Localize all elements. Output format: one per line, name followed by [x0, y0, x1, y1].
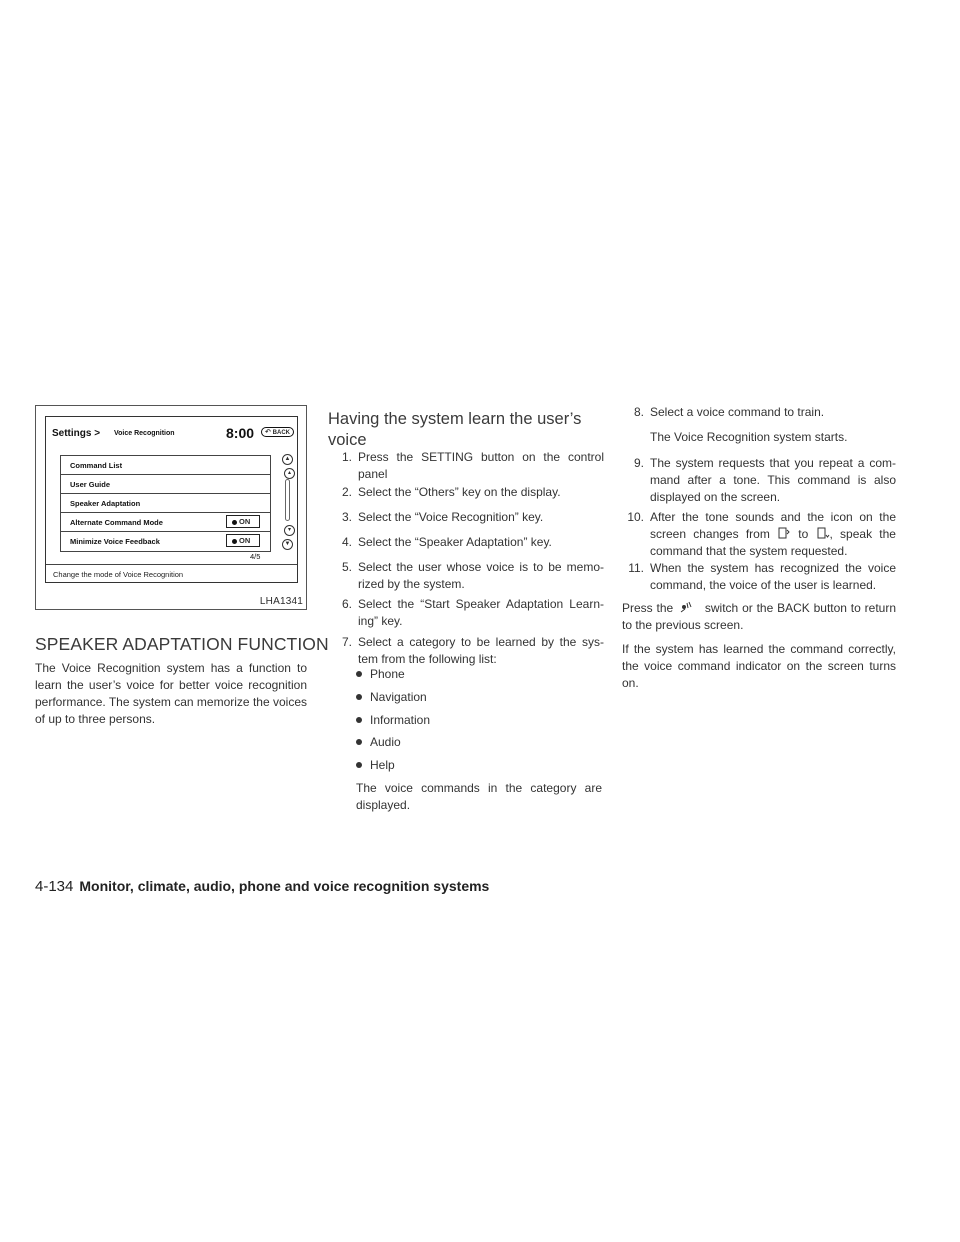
step-number: 5. — [341, 560, 352, 574]
step-text — [650, 509, 896, 560]
step-number: 11. — [628, 561, 644, 575]
step-number: 9. — [633, 456, 644, 470]
status-text: Change the mode of Voice Recognition — [53, 570, 184, 579]
toggle-label: ON — [239, 517, 251, 526]
scroll-bottom-icon[interactable]: ▼ — [282, 539, 293, 550]
step-number: 1. — [341, 450, 352, 464]
category-item — [356, 712, 430, 729]
display-screen — [45, 416, 298, 583]
step-text: The system requests that you repeat a com-mand after a tone. This command is also displayed on the screen. — [650, 456, 896, 504]
alternate-command-toggle[interactable] — [226, 515, 260, 528]
step-text-part: After the tone sounds and the icon on the screen changes from — [650, 510, 896, 541]
menu-item-user-guide[interactable] — [60, 475, 270, 494]
step-text: When the system has recognized the voice command, the voice of the user is learned. — [650, 561, 896, 592]
category-label: Audio — [370, 735, 401, 749]
press-text-b: switch or the BACK button to return to the previous screen. — [622, 601, 896, 632]
toggle-label: ON — [239, 536, 251, 545]
step-text: Select the “Others” key on the display. — [358, 485, 561, 499]
category-item — [356, 734, 401, 751]
step-text: Press the SETTING button on the control panel — [358, 450, 604, 481]
category-item — [356, 666, 405, 683]
menu-item-label: Command List — [70, 461, 123, 470]
menu-item-command-list[interactable] — [60, 456, 270, 475]
step-text: Select a voice command to train. — [650, 405, 825, 419]
figure-code: LHA1341 — [257, 594, 306, 609]
step-number: 10. — [627, 510, 644, 524]
indicator-dot-icon — [232, 539, 237, 544]
step-text: Select a category to be learned by the sys-tem from the following list: — [358, 635, 604, 666]
step-text: Select the “Voice Recognition” key. — [358, 510, 544, 524]
chapter-title: Monitor, climate, audio, phone and voice recognition systems — [79, 878, 490, 894]
step-number: 2. — [341, 485, 352, 499]
category-label: Phone — [370, 667, 405, 681]
back-button-label: BACK — [272, 430, 290, 436]
step-text: Select the “Start Speaker Adaptation Learn-ing” key. — [358, 597, 604, 628]
indicator-dot-icon — [232, 520, 237, 525]
section-heading: SPEAKER ADAPTATION FUNCTION — [35, 634, 329, 654]
screen-clock: 8:00 — [226, 425, 255, 441]
listening-icon — [816, 526, 830, 540]
after-list-text: The voice commands in the category are displayed. — [356, 781, 602, 812]
step-number: 3. — [341, 510, 352, 524]
back-button[interactable] — [261, 427, 294, 437]
menu-item-label: Alternate Command Mode — [70, 518, 163, 527]
speak-icon — [777, 526, 791, 540]
category-item — [356, 689, 427, 706]
back-arrow-icon: ↶ — [265, 429, 271, 436]
menu-item-minimize-voice-feedback[interactable] — [60, 532, 270, 551]
bullet-icon — [356, 717, 362, 723]
minimize-feedback-toggle[interactable] — [226, 534, 260, 547]
bullet-icon — [356, 694, 362, 700]
bullet-icon — [356, 671, 362, 677]
scroll-top-icon[interactable]: ▲ — [282, 454, 293, 465]
step-text-part: to — [798, 527, 809, 541]
scroll-down-icon[interactable]: ▾ — [284, 525, 295, 536]
screen-header-title: Settings > — [52, 428, 101, 439]
menu-item-label: Speaker Adaptation — [70, 499, 141, 508]
bullet-icon — [356, 739, 362, 745]
scrollbar[interactable] — [285, 479, 290, 521]
menu-item-label: Minimize Voice Feedback — [70, 537, 160, 546]
step-text: Select the user whose voice is to be memo-rized by the system. — [358, 560, 604, 591]
subsection-heading: Having the system learn the user’s voice — [328, 410, 582, 449]
section-intro: The Voice Recognition system has a function to learn the user’s voice for better voice recognition performance. The system can memorize the voices of up to three persons. — [35, 661, 307, 726]
menu-item-label: User Guide — [70, 480, 111, 489]
status-bar — [46, 564, 297, 582]
step-text-part: , speak the command that the system requested. — [650, 527, 896, 558]
page-indicator: 4/5 — [250, 552, 261, 561]
step-number: 4. — [341, 535, 352, 549]
category-label: Navigation — [370, 690, 427, 704]
screen-header-subtitle: Voice Recognition — [114, 430, 175, 437]
press-instruction — [622, 600, 896, 634]
talk-switch-icon — [677, 600, 701, 614]
scroll-up-icon[interactable]: ▴ — [284, 468, 295, 479]
bullet-icon — [356, 762, 362, 768]
settings-screen-figure — [35, 405, 307, 610]
step-text: Select the “Speaker Adaptation” key. — [358, 535, 552, 549]
step8-note: The Voice Recognition system starts. — [650, 430, 848, 444]
settings-menu — [60, 455, 271, 552]
page-footer — [35, 878, 489, 895]
final-note: If the system has learned the command correctly, the voice command indicator on the screen turns on. — [622, 642, 896, 690]
press-text-a: Press the — [622, 601, 674, 615]
step-number: 6. — [341, 597, 352, 611]
category-label: Help — [370, 758, 395, 772]
step-number: 7. — [341, 635, 352, 649]
step-number: 8. — [633, 405, 644, 419]
page-number: 4-134 — [35, 878, 74, 895]
menu-item-speaker-adaptation[interactable] — [60, 494, 270, 513]
category-item — [356, 757, 395, 774]
category-label: Information — [370, 713, 431, 727]
menu-item-alternate-command-mode[interactable] — [60, 513, 270, 532]
